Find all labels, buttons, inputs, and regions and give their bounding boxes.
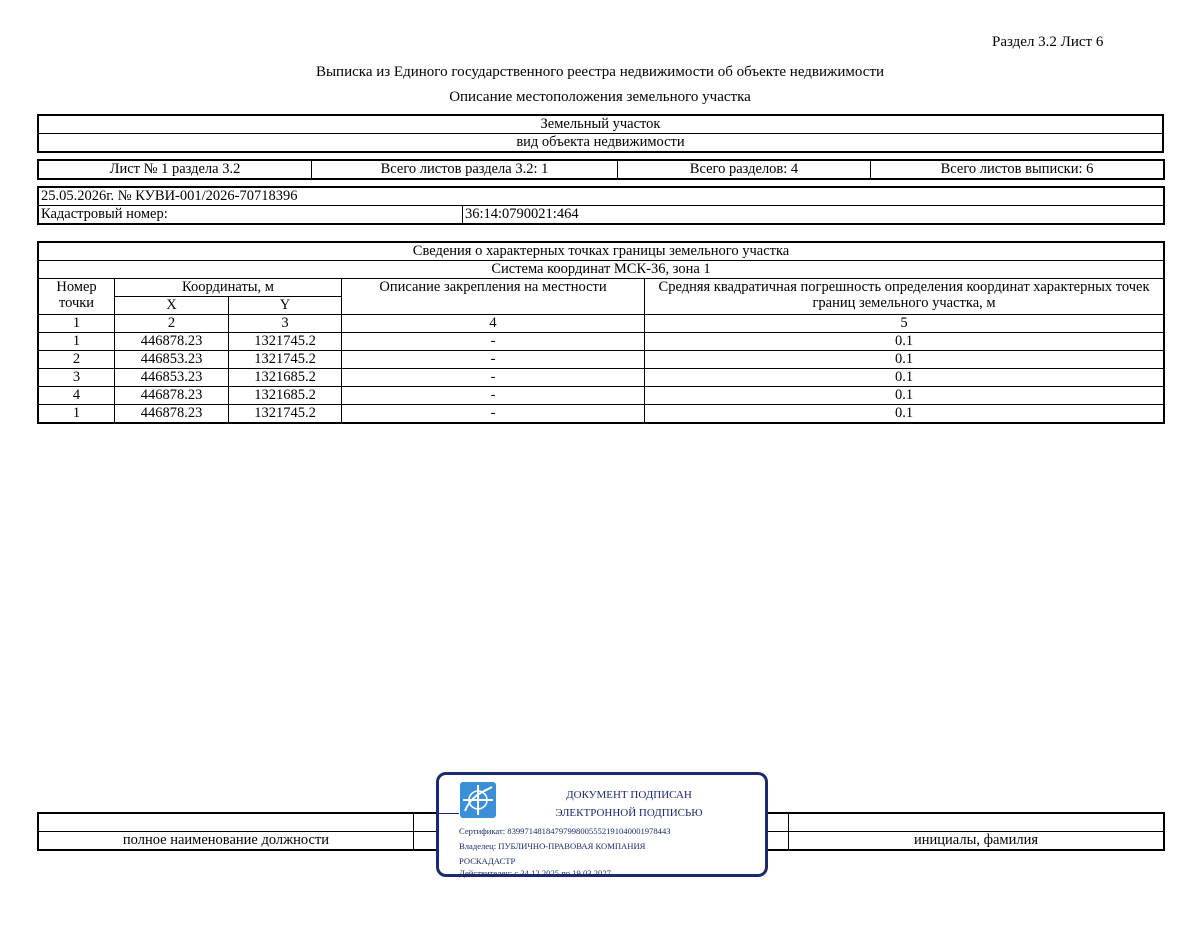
name-caption: инициалы, фамилия [789, 832, 1164, 850]
stamp-certificate: Сертификат: 8399714818479799800555219104000197844З [459, 826, 671, 836]
stamp-heading-1: ДОКУМЕНТ ПОДПИСАН [566, 789, 692, 801]
object-type-table [38, 115, 1163, 152]
header-mean-square-error: Средняя квадратичная погрешность определения координат характерных точек границ земельного участка, м [645, 279, 1164, 315]
header-coordinates: Координаты, м [115, 279, 342, 297]
point-x: 446853.23 [115, 369, 229, 387]
point-y: 1321685.2 [229, 369, 342, 387]
header-x: X [115, 297, 229, 315]
column-number: 5 [645, 315, 1164, 333]
point-error: 0.1 [645, 351, 1164, 369]
header-y: Y [229, 297, 342, 315]
point-error: 0.1 [645, 333, 1164, 351]
point-number: 2 [39, 351, 115, 369]
point-fixing: - [342, 351, 645, 369]
cadastral-number: 36:14:0790021:464 [463, 206, 1164, 224]
total-sheets-extract: Всего листов выписки: 6 [871, 161, 1164, 179]
stamp-validity: Действителен: с 24.12.2025 по 19.03.2027 [459, 868, 611, 878]
stamp-divider [439, 813, 459, 814]
point-y: 1321745.2 [229, 333, 342, 351]
point-number: 1 [39, 333, 115, 351]
column-numbers-row [39, 315, 1164, 333]
object-type: Земельный участок [39, 116, 1163, 134]
point-fixing: - [342, 405, 645, 423]
boundary-points-table [38, 242, 1164, 423]
column-number: 3 [229, 315, 342, 333]
table-row [39, 369, 1164, 387]
header-fixing-description: Описание закрепления на местности [342, 279, 645, 315]
table-row [39, 405, 1164, 423]
point-number: 3 [39, 369, 115, 387]
section-reference: Раздел 3.2 Лист 6 [992, 34, 1104, 50]
stamp-heading-2: ЭЛЕКТРОННОЙ ПОДПИСЬЮ [555, 807, 703, 819]
point-number: 4 [39, 387, 115, 405]
total-sections: Всего разделов: 4 [618, 161, 871, 179]
electronic-signature-stamp [436, 772, 768, 877]
position-blank [39, 814, 414, 832]
coordinate-system: Система координат МСК-36, зона 1 [39, 261, 1164, 279]
point-fixing: - [342, 387, 645, 405]
point-y: 1321745.2 [229, 351, 342, 369]
point-fixing: - [342, 333, 645, 351]
point-error: 0.1 [645, 387, 1164, 405]
point-x: 446878.23 [115, 387, 229, 405]
point-error: 0.1 [645, 405, 1164, 423]
table-row [39, 387, 1164, 405]
total-sheets-section: Всего листов раздела 3.2: 1 [312, 161, 618, 179]
sheets-info-table [38, 160, 1164, 179]
table-row [39, 351, 1164, 369]
stamp-owner-cont: РОСКАДАСТР [459, 856, 516, 866]
table-row [39, 333, 1164, 351]
point-fixing: - [342, 369, 645, 387]
point-y: 1321745.2 [229, 405, 342, 423]
position-caption: полное наименование должности [39, 832, 414, 850]
points-table-title: Сведения о характерных точках границы земельного участка [39, 243, 1164, 261]
document-title: Выписка из Единого государственного реестра недвижимости об объекте недвижимости [315, 64, 885, 80]
column-number: 1 [39, 315, 115, 333]
header-point-number: Номер точки [39, 279, 115, 315]
sheet-number: Лист № 1 раздела 3.2 [39, 161, 312, 179]
column-number: 2 [115, 315, 229, 333]
point-error: 0.1 [645, 369, 1164, 387]
name-blank [789, 814, 1164, 832]
point-x: 446878.23 [115, 405, 229, 423]
stamp-owner: Владелец: ПУБЛИЧНО-ПРАВОВАЯ КОМПАНИЯ [459, 841, 646, 851]
column-number: 4 [342, 315, 645, 333]
cadastral-number-label: Кадастровый номер: [39, 206, 463, 224]
point-x: 446853.23 [115, 351, 229, 369]
point-number: 1 [39, 405, 115, 423]
point-y: 1321685.2 [229, 387, 342, 405]
roskadastr-logo-icon [459, 781, 497, 819]
extract-date-number: 25.05.2026г. № КУВИ-001/2026-70718396 [39, 188, 1164, 206]
document-subtitle: Описание местоположения земельного участка [449, 89, 751, 105]
point-x: 446878.23 [115, 333, 229, 351]
object-type-caption: вид объекта недвижимости [39, 134, 1163, 152]
registration-table [38, 187, 1164, 224]
